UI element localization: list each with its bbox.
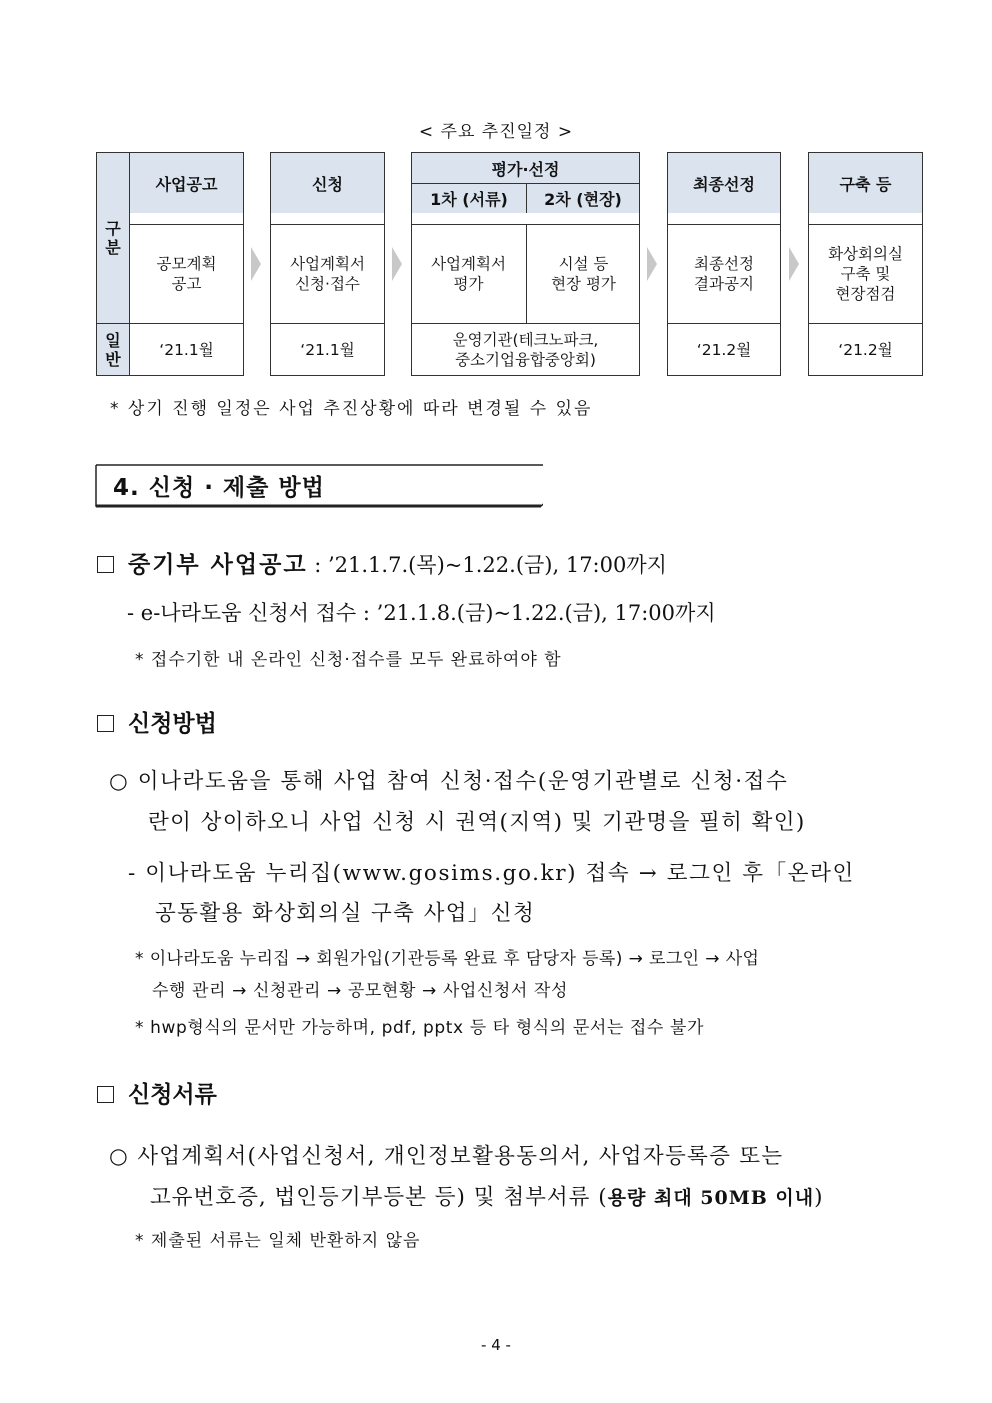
step-header-evaluate: 평가·선정	[411, 152, 640, 184]
method-note1-line2: 수행 관리 → 신청관리 → 공모현황 → 사업신청서 작성	[152, 981, 568, 1001]
schedule-footnote: * 상기 진행 일정은 사업 추진상황에 따라 변경될 수 있음	[110, 399, 593, 419]
page-number: - 4 -	[481, 1336, 511, 1354]
checkbox-square-icon	[97, 556, 114, 573]
docs-size-limit: 용량 최대 50MB 이내	[607, 1187, 815, 1209]
flow-arrow	[251, 247, 261, 281]
step-date-apply: ‘21.1월	[300, 341, 355, 359]
method-bullet-line2: 란이 상이하오니 사업 신청 시 권역(지역) 및 기관명을 필히 확인)	[148, 810, 806, 835]
flow-arrow	[789, 247, 799, 281]
docs-bullet-line2-text: 고유번호증, 법인등기부등본 등) 및 첨부서류 (	[150, 1185, 608, 1210]
docs-bullet-line1: ○ 사업계획서(사업신청서, 개인정보활용동의서, 사업자등록증 또는	[109, 1144, 784, 1169]
announce-note: * 접수기한 내 온라인 신청·접수를 모두 완료하여야 함	[135, 650, 562, 670]
method-dash-line1: - 이나라도움 누리집(www.gosims.go.kr) 접속 → 로그인 후「온라인	[128, 861, 855, 886]
method-dash-line2: 공동활용 화상회의실 구축 사업」신청	[155, 901, 536, 926]
section-title: 4. 신청 · 제출 방법	[113, 475, 325, 501]
announce-label: 중기부 사업공고	[128, 552, 308, 578]
method-note2: * hwp형식의 문서만 가능하며, pdf, pptx 등 타 형식의 문서는 접수 불가	[135, 1018, 704, 1038]
method-heading: 신청방법	[128, 711, 217, 737]
step-header-announce: 사업공고	[129, 152, 244, 214]
step-date-announce: ‘21.1월	[159, 341, 214, 359]
step-content-first: 사업계획서 평가	[431, 255, 506, 293]
announce-sub: - e-나라도움 신청서 접수 : ’21.1.8.(금)~1.22.(금), 17:00까지	[127, 601, 716, 625]
schedule-title: < 주요 추진일정 >	[418, 122, 574, 142]
step-header-apply: 신청	[270, 152, 385, 214]
method-bullet-line1: ○ 이나라도움을 통해 사업 참여 신청·접수(운영기관별로 신청·접수	[109, 769, 789, 794]
flow-arrow	[647, 247, 657, 281]
step-header-build: 구축 등	[808, 152, 923, 214]
flow-arrow	[392, 247, 402, 281]
step-content-build: 화상회의실 구축 및 현장점검	[828, 245, 903, 303]
docs-heading: 신청서류	[128, 1082, 217, 1108]
announce-value: : ’21.1.7.(목)~1.22.(금), 17:00까지	[307, 553, 667, 577]
docs-bullet-line2-close: )	[814, 1185, 824, 1210]
announce-line	[97, 546, 667, 579]
step-header-final: 최종선정	[667, 152, 781, 214]
step-content-final: 최종선정 결과공지	[694, 255, 754, 293]
step-subheader-second: 2차 (현장)	[526, 183, 640, 214]
checkbox-square-icon	[97, 1086, 114, 1103]
checkbox-square-icon	[97, 715, 114, 732]
method-note1-line1: * 이나라도움 누리집 → 회원가입(기관등록 완료 후 담당자 등록) → 로그인 → 사업	[135, 949, 760, 969]
step-date-final: ‘21.2월	[696, 341, 752, 359]
row-label-category: 구 분	[97, 153, 129, 323]
docs-bullet-line2	[150, 1180, 824, 1211]
step-content-apply: 사업계획서 신청·접수	[290, 255, 365, 293]
step-content-second: 시설 등 현장 평가	[551, 255, 616, 293]
step-date-build: ‘21.2월	[838, 341, 893, 359]
method-heading-line	[97, 705, 217, 738]
step-content-announce: 공모계획 공고	[156, 255, 217, 293]
step-date-evaluate: 운영기관(테크노파크, 중소기업융합중앙회)	[452, 331, 599, 369]
docs-note: * 제출된 서류는 일체 반환하지 않음	[135, 1231, 421, 1251]
row-label-general: 일 반	[97, 324, 129, 375]
step-subheader-first: 1차 (서류)	[411, 183, 527, 214]
docs-heading-line	[97, 1076, 217, 1109]
